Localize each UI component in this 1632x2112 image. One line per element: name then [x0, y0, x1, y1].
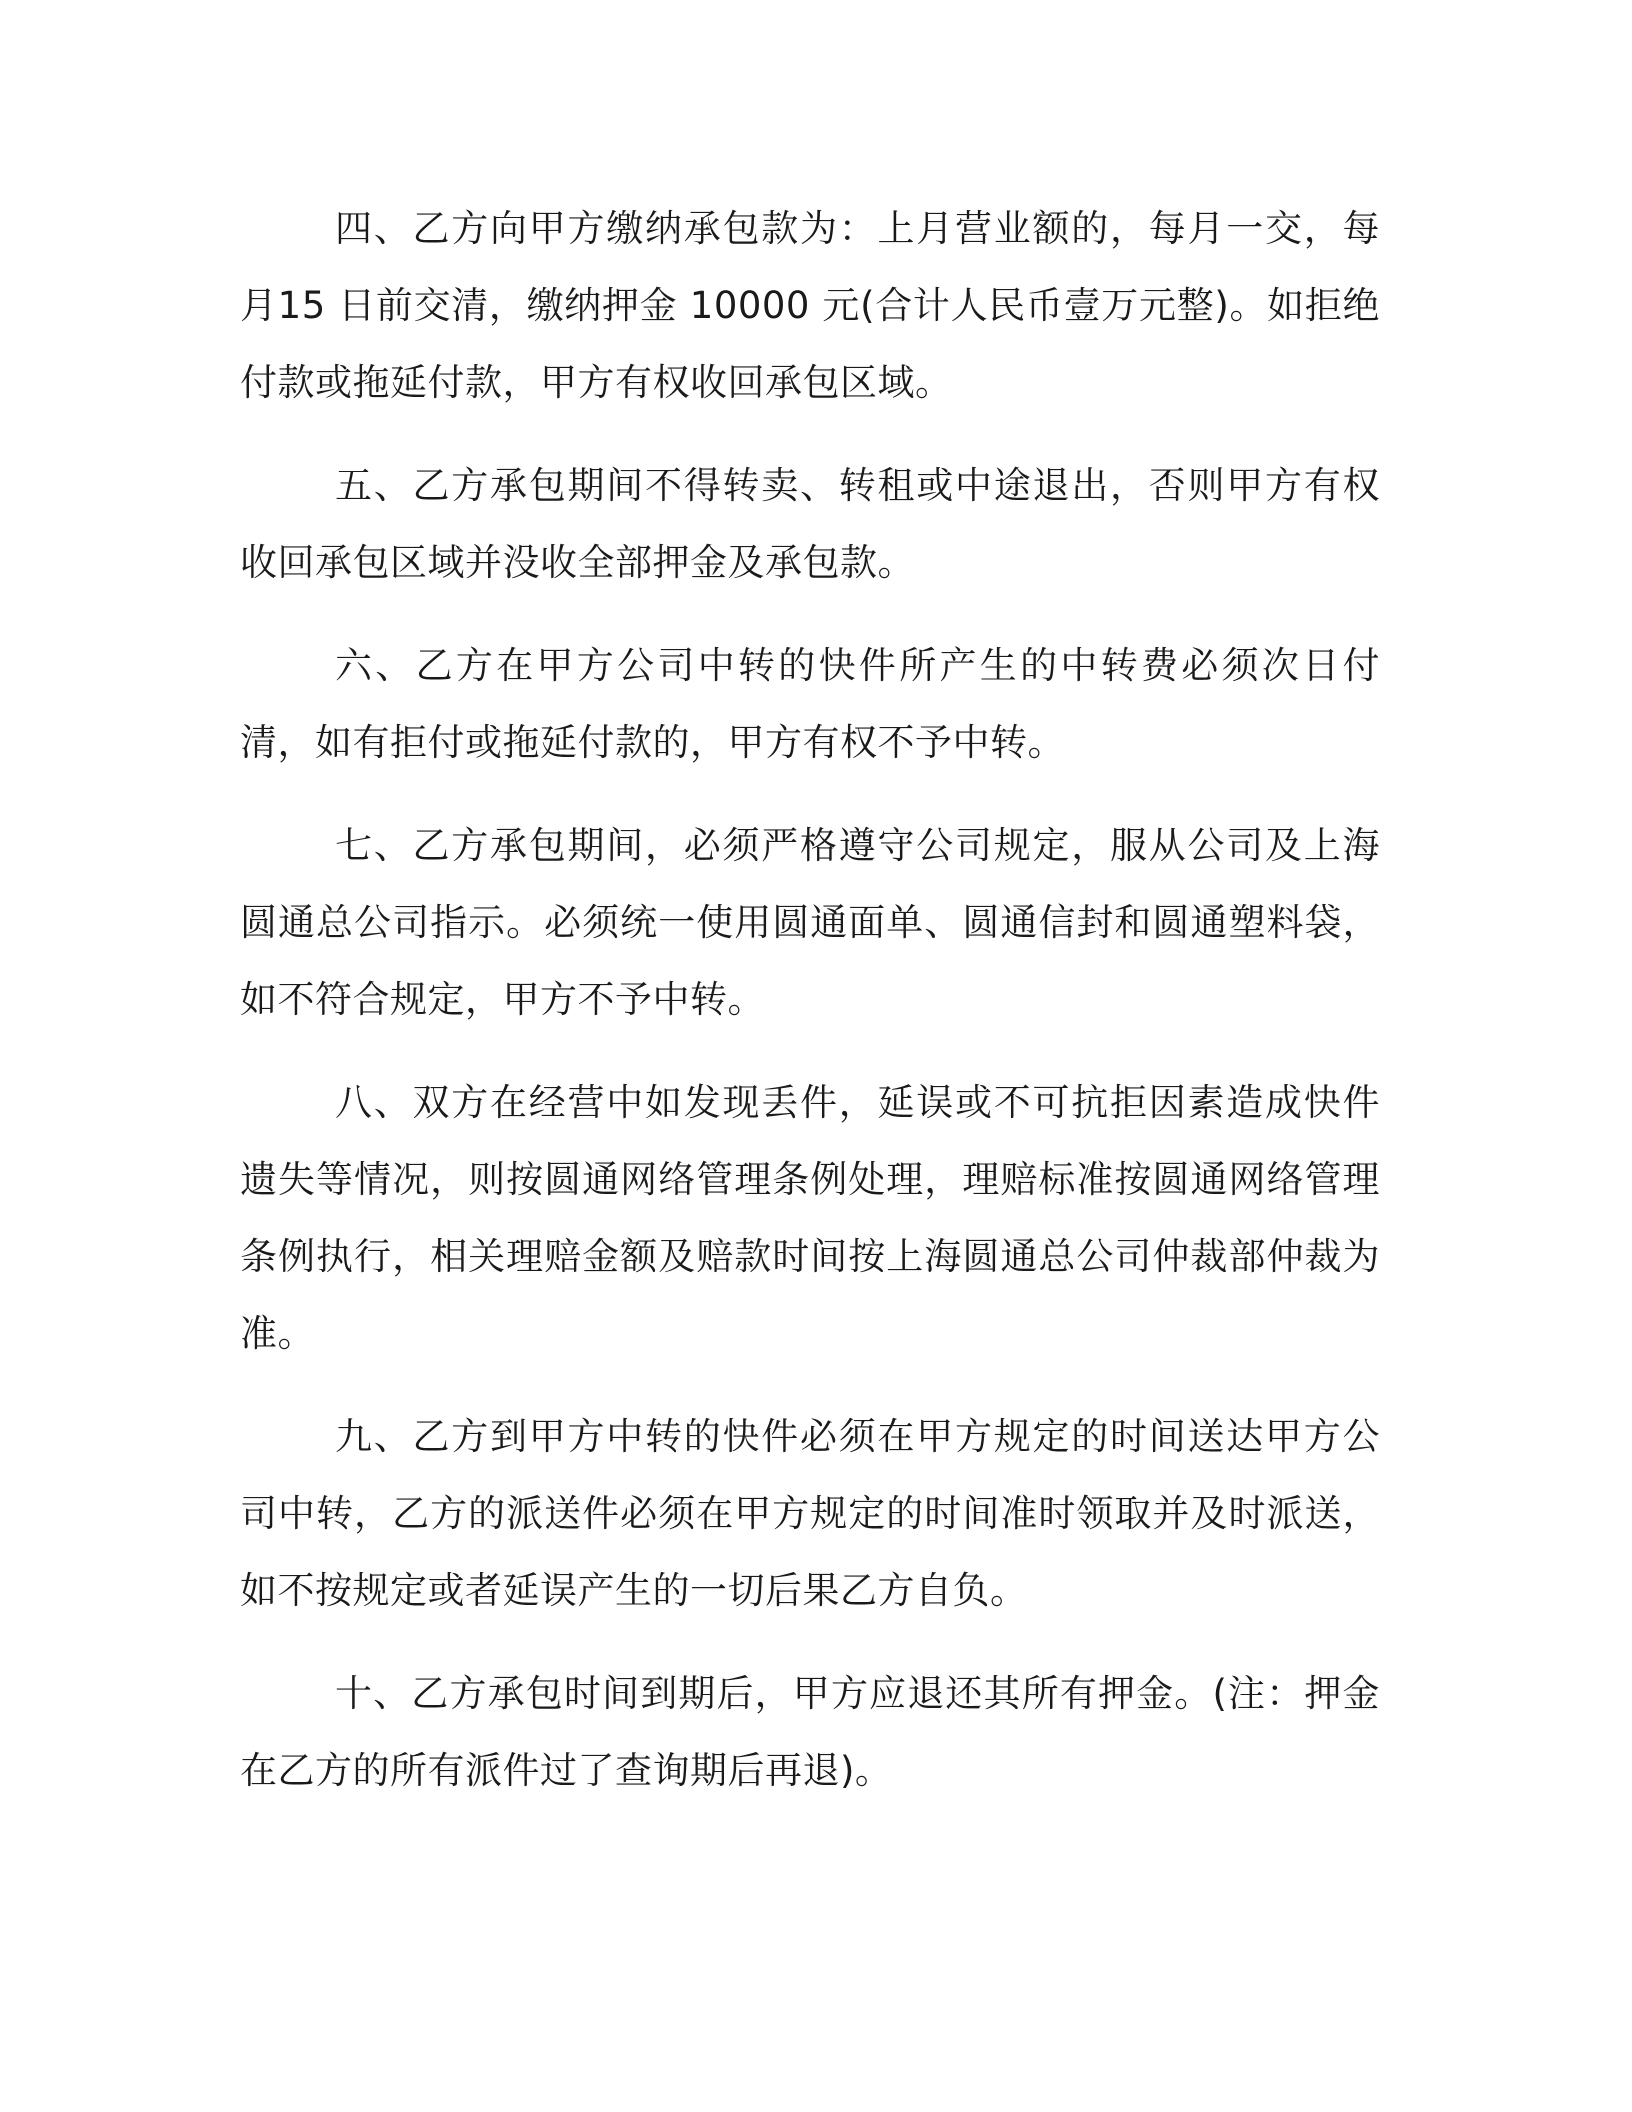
clause-5-paragraph: 五、乙方承包期间不得转卖、转租或中途退出，否则甲方有权收回承包区域并没收全部押金及承包款。 — [240, 464, 1380, 584]
clause-8-paragraph: 八、双方在经营中如发现丢件，延误或不可抗拒因素造成快件遗失等情况，则按圆通网络管理条例处理，理赔标准按圆通网络管理条例执行，相关理赔金额及赔款时间按上海圆通总公司仲裁部仲裁为准。 — [240, 1081, 1380, 1355]
clause-6-paragraph: 六、乙方在甲方公司中转的快件所产生的中转费必须次日付清，如有拒付或拖延付款的，甲方有权不予中转。 — [240, 644, 1380, 764]
clause-4-paragraph: 四、乙方向甲方缴纳承包款为：上月营业额的，每月一交，每月15 日前交清，缴纳押金 10000 元(合计人民币壹万元整)。如拒绝付款或拖延付款，甲方有权收回承包区域。 — [240, 207, 1380, 404]
clause-10-paragraph: 十、乙方承包时间到期后，甲方应退还其所有押金。(注：押金在乙方的所有派件过了查询期后再退)。 — [240, 1672, 1380, 1792]
clause-7-paragraph: 七、乙方承包期间，必须严格遵守公司规定，服从公司及上海圆通总公司指示。必须统一使用圆通面单、圆通信封和圆通塑料袋，如不符合规定，甲方不予中转。 — [240, 824, 1380, 1021]
document-body — [240, 190, 1380, 1835]
clause-9-paragraph: 九、乙方到甲方中转的快件必须在甲方规定的时间送达甲方公司中转，乙方的派送件必须在甲方规定的时间准时领取并及时派送，如不按规定或者延误产生的一切后果乙方自负。 — [240, 1415, 1380, 1612]
